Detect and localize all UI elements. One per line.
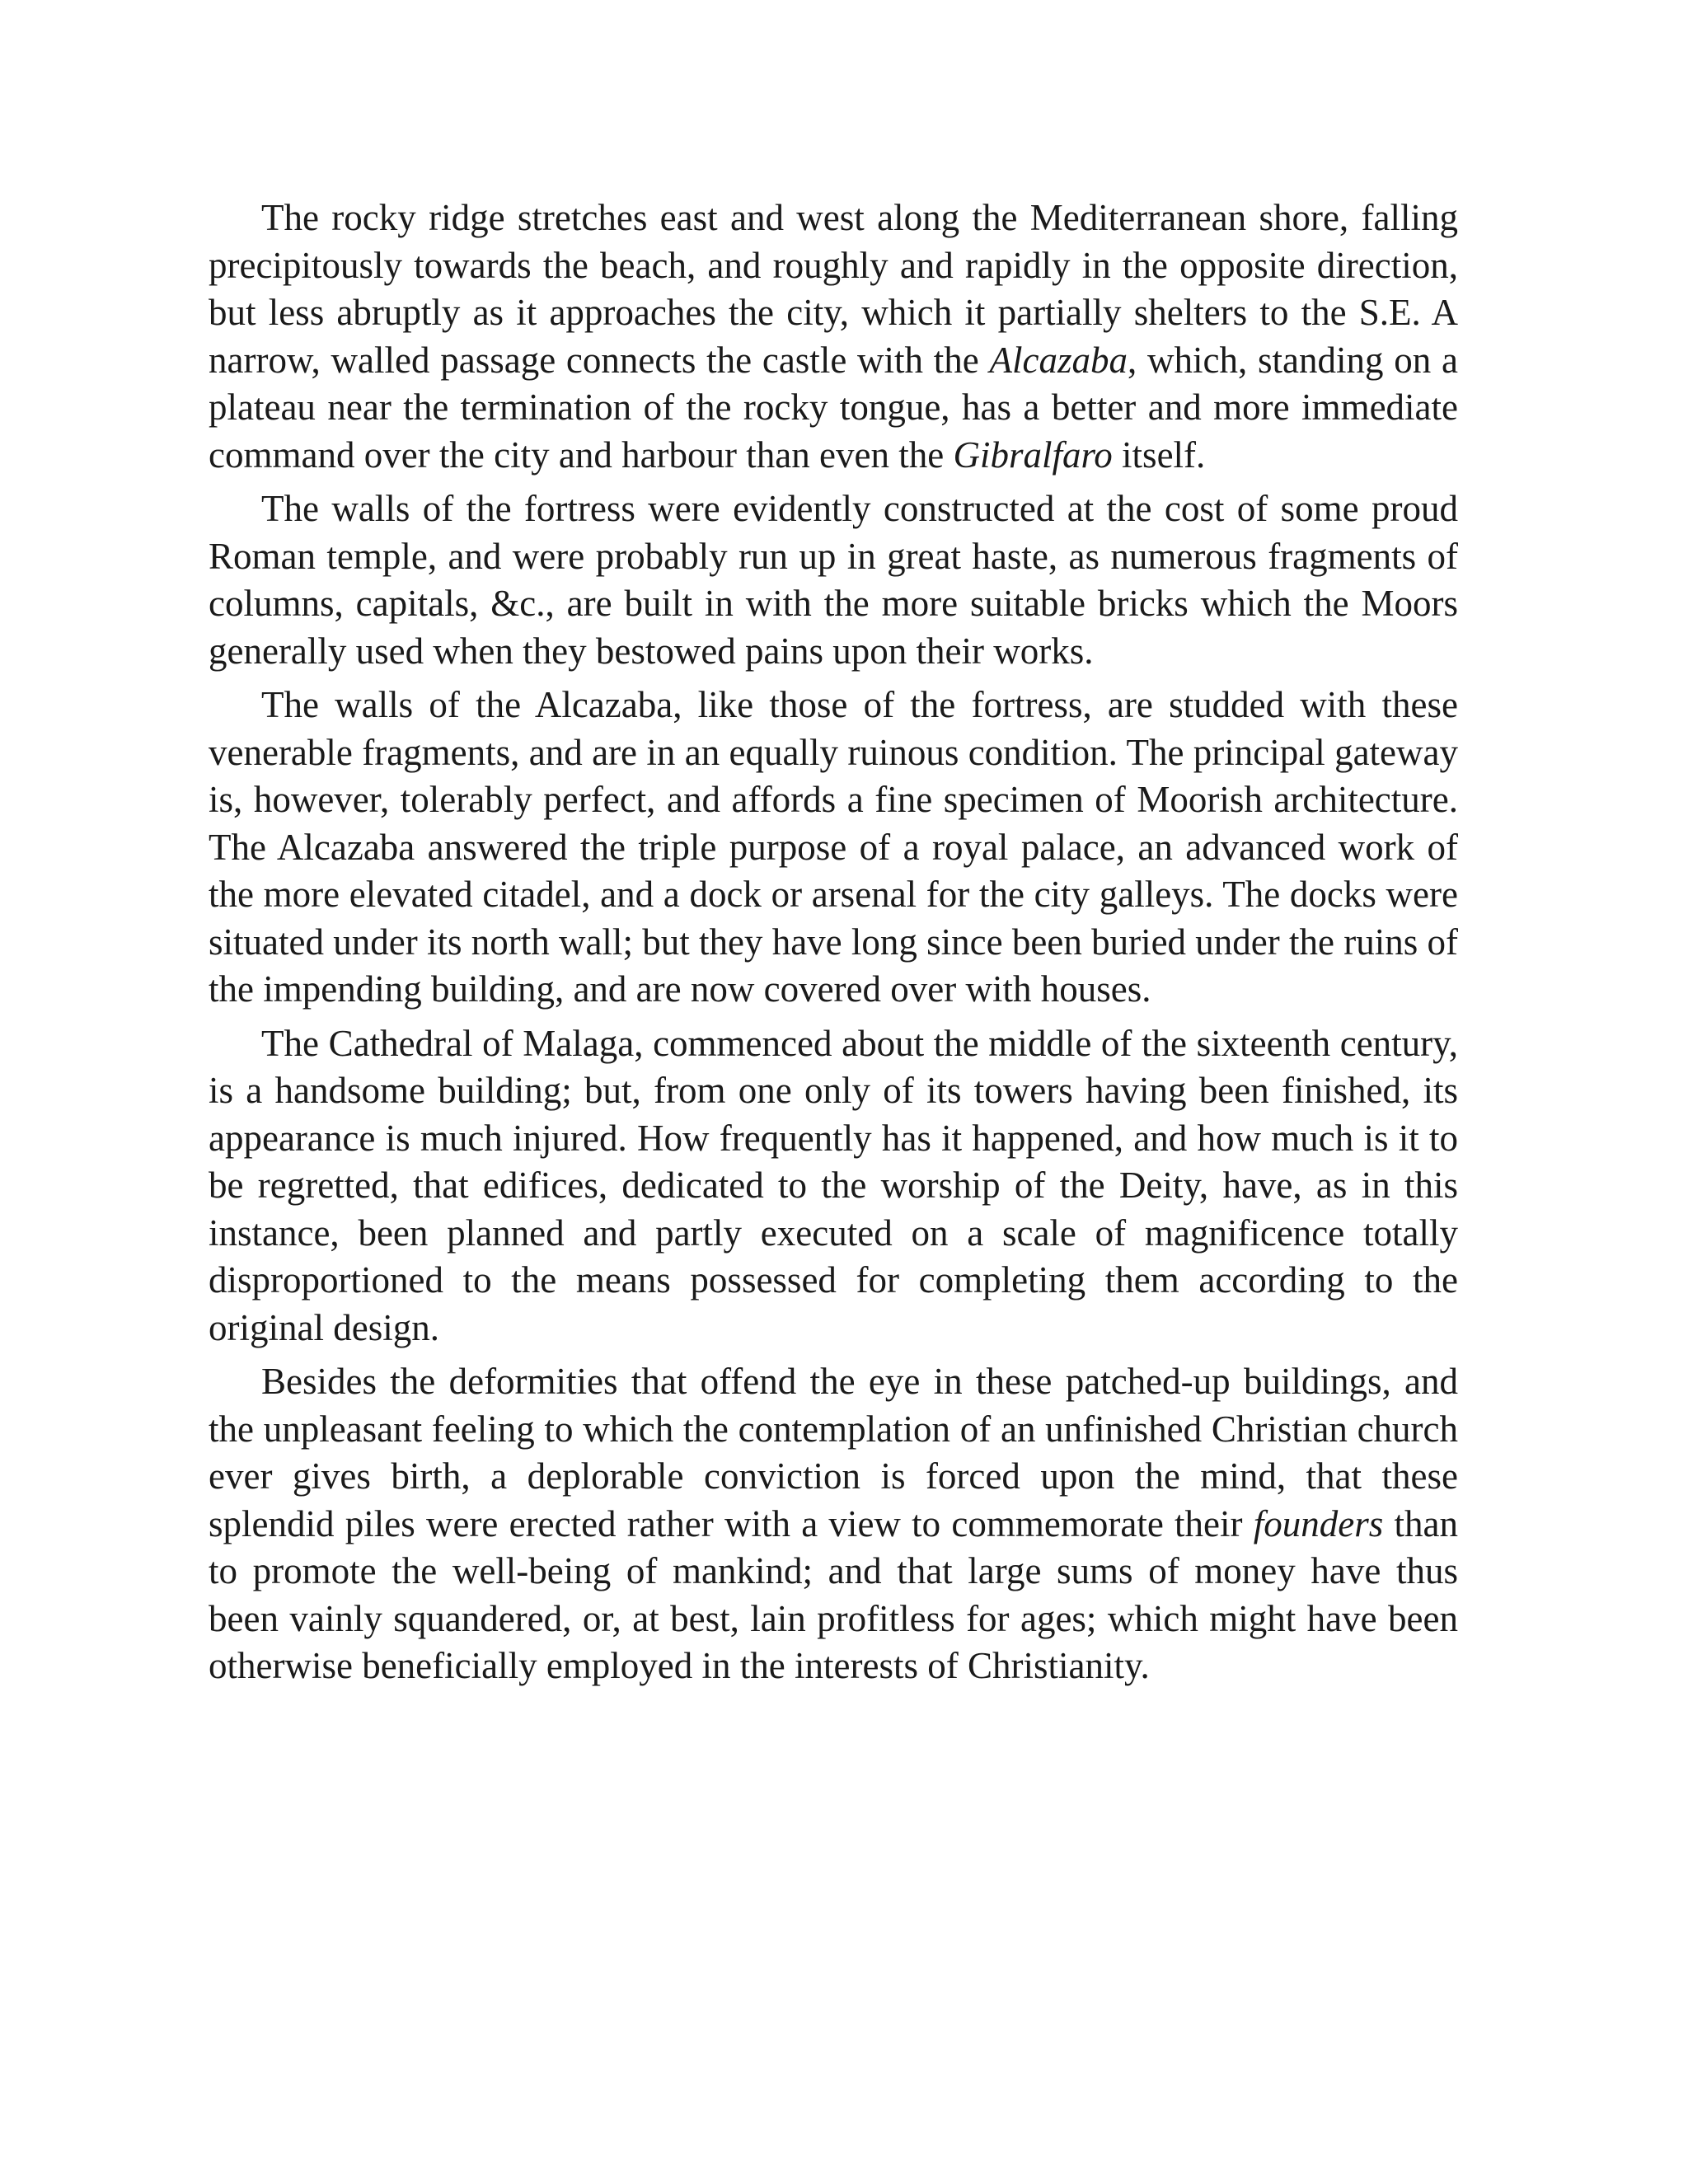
italic-term-alcazaba: Alcazaba [989, 339, 1128, 381]
paragraph-4 [209, 1020, 1458, 1352]
text-segment: The Cathedral of Malaga, commenced about the middle of the sixteenth century, is a handsome building; but, from one only of its towers having been finished, its appearance is much injured. How frequently has it happened, and how much is it to be regretted, that edifices, dedicated to the worship of the Deity, have, as in this instance, been planned and partly executed on a scale of magnificence totally disproportioned to the means possessed for completing them according to the original design. [209, 1022, 1458, 1348]
paragraph-2 [209, 485, 1458, 675]
text-segment: The walls of the fortress were evidently constructed at the cost of some proud Roman temple, and were probably run up in great haste, as numerous fragments of columns, capitals, &c., are built in with the more suitable bricks which the Moors generally used when they bestowed pains upon their works. [209, 488, 1458, 672]
text-segment: , which, standing on a plateau near the termination of the rocky tongue, has a better and more immediate command over the city and harbour than even the [209, 339, 1458, 476]
text-segment: itself. [1112, 434, 1206, 476]
text-segment: The rocky ridge stretches east and west along the Mediterranean shore, falling precipitously towards the beach, and roughly and rapidly in the opposite direction, but less abruptly as it approaches the city, which it partially shelters to the S.E. A narrow, walled passage connects the castle with the [209, 197, 1458, 381]
text-segment: Besides the deformities that offend the eye in these patched-up buildings, and the unpleasant feeling to which the contemplation of an unfinished Christian church ever gives birth, a deplorable conviction is forced upon the mind, that these splendid piles were erected rather with a view to commemorate their [209, 1361, 1458, 1544]
text-segment: than to promote the well-being of mankind; and that large sums of money have thus been vainly squandered, or, at best, lain profitless for ages; which might have been otherwise beneficially employed in the interests of Christianity. [209, 1502, 1458, 1686]
italic-term-founders: founders [1253, 1502, 1384, 1544]
italic-term-gibralfaro: Gibralfaro [953, 434, 1113, 476]
text-segment: The walls of the Alcazaba, like those of the fortress, are studded with these venerable fragments, and are in an equally ruinous condition. The principal gateway is, however, tolerably perfect, and affords a fine specimen of Moorish architecture. The Alcazaba answered the triple purpose of a royal palace, an advanced work of the more elevated citadel, and a dock or arsenal for the city galleys. The docks were situated under its north wall; but they have long since been buried under the ruins of the impending building, and are now covered over with houses. [209, 684, 1458, 1010]
page-body [209, 194, 1458, 1690]
paragraph-1 [209, 194, 1458, 479]
paragraph-5 [209, 1358, 1458, 1690]
paragraph-3 [209, 682, 1458, 1014]
